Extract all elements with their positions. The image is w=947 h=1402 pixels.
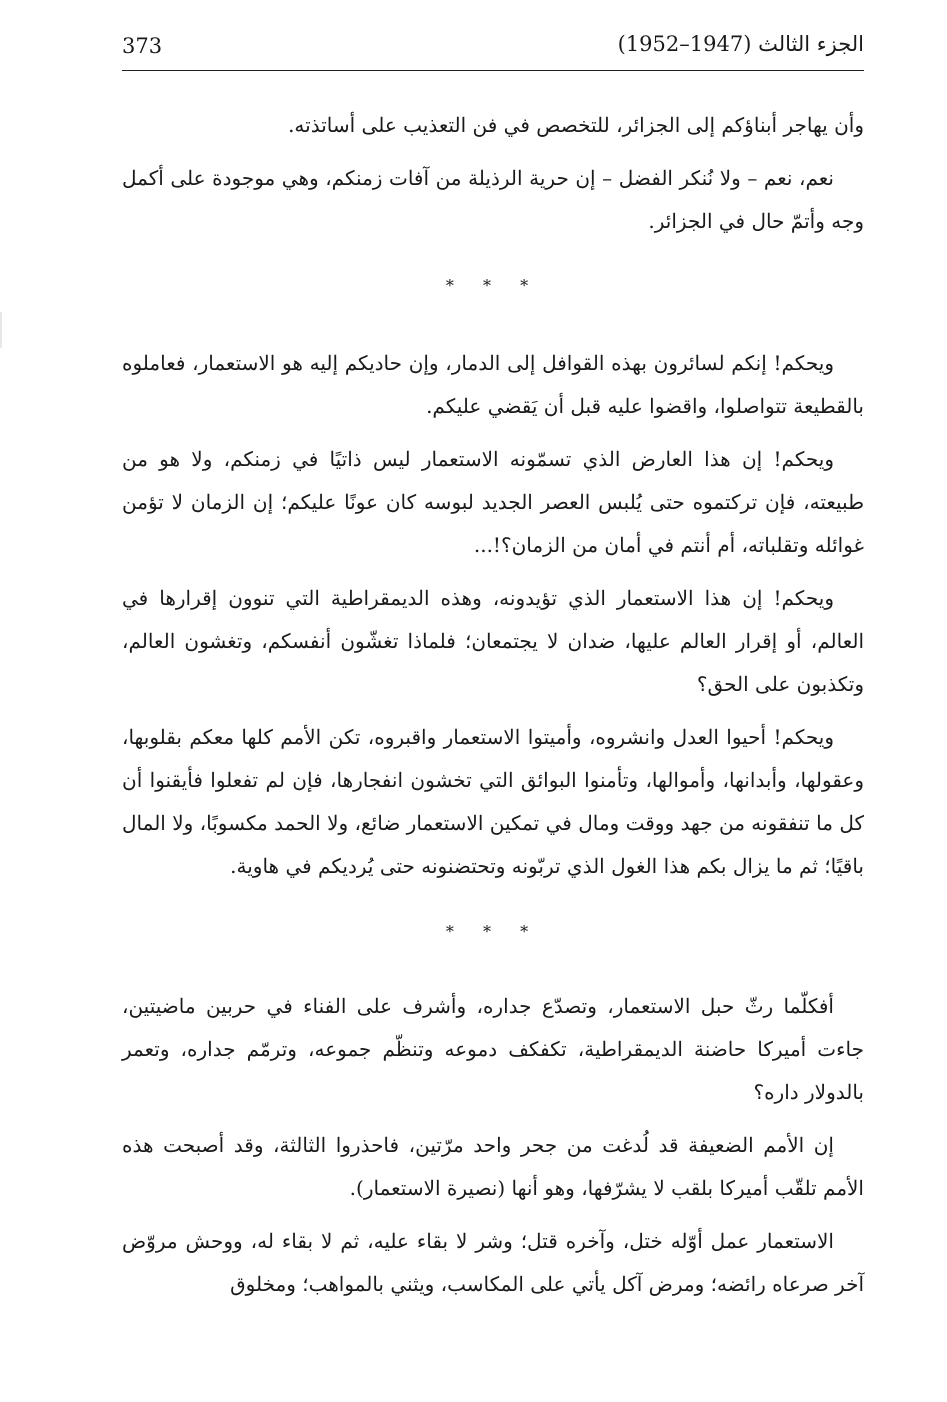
text-block-2	[122, 342, 864, 888]
gutter-mark	[0, 312, 2, 348]
paragraph: وأن يهاجر أبناؤكم إلى الجزائر، للتخصص في فن التعذيب على أساتذته.	[288, 113, 864, 137]
running-head: الجزء الثالث (1947–1952)	[617, 32, 864, 56]
paragraph: ويحكم! إن هذا الاستعمار الذي تؤيدونه، وهذه الديمقراطية التي تنوون إقرارها في العالم، أو إقرار العالم عليها، ضدان لا يجتمعان؛ فلماذا تغشّون أنفسكم، وتغشون العالم، وتكذبون على الحق؟	[122, 586, 864, 696]
page-number: 373	[122, 34, 163, 58]
paragraph: أفكلّما رثّ حبل الاستعمار، وتصدّع جداره، وأشرف على الفناء في حربين ماضيتين، جاءت أميركا حاضنة الديمقراطية، تكفكف دموعه وتنظّم جموعه، وترمّم جداره، وتعمر بالدولار داره؟	[122, 994, 864, 1104]
paragraph: نعم، نعم – ولا نُنكر الفضل – إن حرية الرذيلة من آفات زمنكم، وهي موجودة على أكمل وجه وأتمّ حال في الجزائر.	[122, 166, 864, 233]
paragraph: إن الأمم الضعيفة قد لُدغت من جحر واحد مرّتين، فاحذروا الثالثة، وقد أصبحت هذه الأمم تلقّب أميركا بلقب لا يشرّفها، وهو أنها (نصيرة الاستعمار).	[122, 1133, 864, 1200]
section-separator: * * *	[445, 922, 541, 941]
paragraph: ويحكم! أحيوا العدل وانشروه، وأميتوا الاستعمار واقبروه، تكن الأمم كلها معكم بقلوبها، وعقولها، وأبدانها، وأموالها، وتأمنوا البوائق التي تخشون انفجارها، فإن لم تفعلوا فأيقنوا أن كل ما تنفقونه من جهد ووقت ومال في تمكين الاستعمار ضائع، ولا الحمد مكسوبًا، ولا المال باقيًا؛ ثم ما يزال بكم هذا الغول الذي تربّونه وتحتضنونه حتى يُرديكم في هاوية.	[122, 725, 864, 878]
paragraph: ويحكم! إنكم لسائرون بهذه القوافل إلى الدمار، وإن حاديكم إليه هو الاستعمار، فعاملوه بالقطيعة تتواصلوا، واقضوا عليه قبل أن يَقضي عليكم.	[122, 351, 864, 418]
paragraph: الاستعمار عمل أوّله ختل، وآخره قتل؛ وشر لا بقاء عليه، ثم لا بقاء له، ووحش مروّض آخر صرعاه رائضه؛ ومرض آكل يأتي على المكاسب، ويثني بالمواهب؛ ومخلوق	[122, 1229, 864, 1296]
header-rule	[122, 70, 864, 71]
section-separator: * * *	[445, 276, 541, 295]
text-block-1	[122, 104, 864, 243]
text-block-3	[122, 985, 864, 1306]
paragraph: ويحكم! إن هذا العارض الذي تسمّونه الاستعمار ليس ذاتيًا في زمنكم، ولا هو من طبيعته، فإن تركتموه حتى يُلبس العصر الجديد لبوسه كان عونًا عليكم؛ إن الزمان لا تؤمن غوائله وتقلباته، أم أنتم في أمان من الزمان؟!...	[122, 447, 864, 557]
page-header	[122, 30, 864, 66]
